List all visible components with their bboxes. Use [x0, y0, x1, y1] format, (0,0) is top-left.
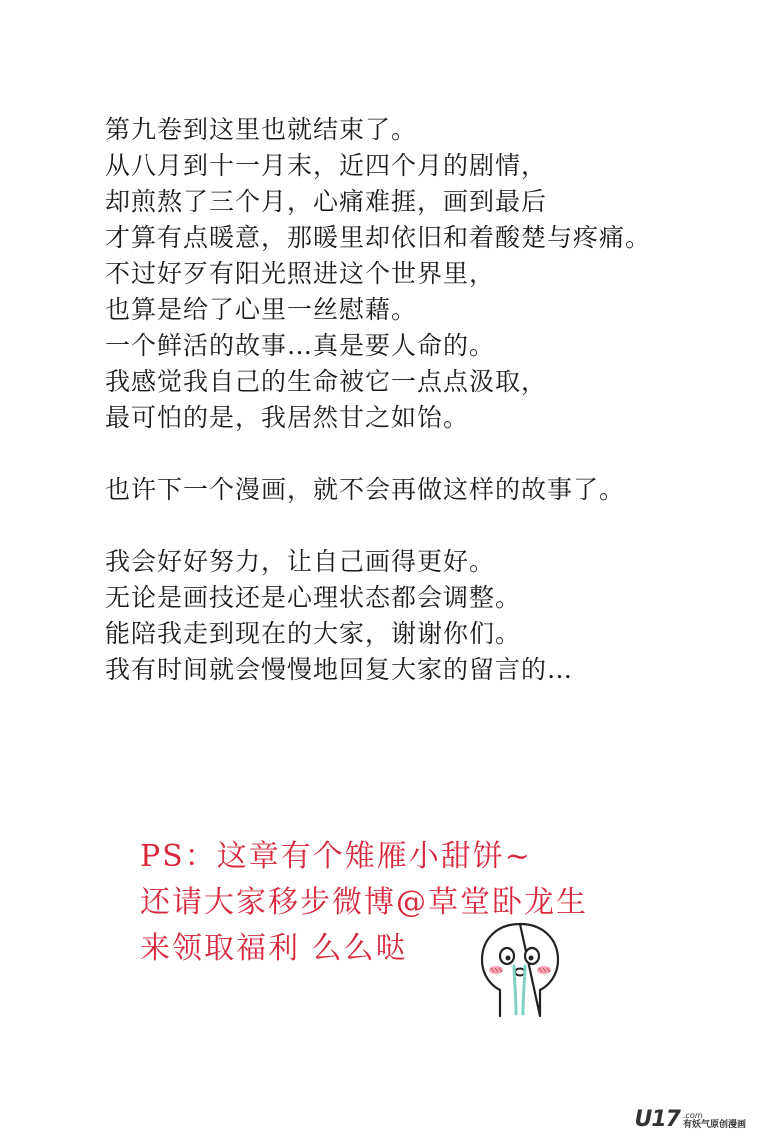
paragraph-gap: [105, 436, 735, 472]
note-line: 第九卷到这里也就结束了。: [105, 115, 418, 144]
note-line: 才算有点暖意，那暖里却依旧和着酸楚与疼痛。: [105, 223, 652, 252]
ps-line: 还请大家移步微博@草堂卧龙生: [140, 885, 588, 920]
mascot-right-tear: [523, 966, 525, 1014]
note-line: 从八月到十一月末，近四个月的剧情，: [105, 151, 548, 180]
mascot-right-pupil: [529, 956, 534, 961]
note-line: 无论是画技还是心理状态都会调整。: [105, 583, 522, 612]
note-line: 能陪我走到现在的大家，谢谢你们。: [105, 619, 522, 648]
note-line: 我感觉我自己的生命被它一点点汲取，: [105, 367, 548, 396]
note-line: 也算是给了心里一丝慰藉。: [105, 295, 418, 324]
note-line: 我会好好努力，让自己画得更好。: [105, 547, 496, 576]
note-line: 不过好歹有阳光照进这个世界里，: [105, 259, 496, 288]
mascot-drawing: [470, 918, 570, 1018]
mascot-left-pupil: [506, 956, 511, 961]
watermark-slogan: 有妖气原创漫画: [682, 1120, 746, 1130]
mascot-left-tear: [514, 966, 516, 1014]
note-line: 一个鲜活的故事…真是要人命的。: [105, 331, 496, 360]
paragraph-gap: [105, 508, 735, 544]
ps-line: 来领取福利 么么哒: [140, 931, 408, 966]
watermark-logo: U17: [634, 1107, 680, 1132]
note-line: 我有时间就会慢慢地回复大家的留言的…: [105, 655, 574, 684]
author-note: [105, 112, 735, 688]
watermark-domain: .com: [682, 1111, 703, 1120]
note-line: 却煎熬了三个月，心痛难捱，画到最后: [105, 187, 548, 216]
note-line: 最可怕的是，我居然甘之如饴。: [105, 403, 470, 432]
watermark-text: [683, 1111, 746, 1131]
site-watermark: [635, 1102, 747, 1132]
ps-line: PS：这章有个雉雁小甜饼~: [140, 839, 532, 874]
ps-note: [140, 834, 660, 972]
note-line: 也许下一个漫画，就不会再做这样的故事了。: [105, 475, 626, 504]
crying-blob-mascot-icon: [470, 918, 570, 1018]
